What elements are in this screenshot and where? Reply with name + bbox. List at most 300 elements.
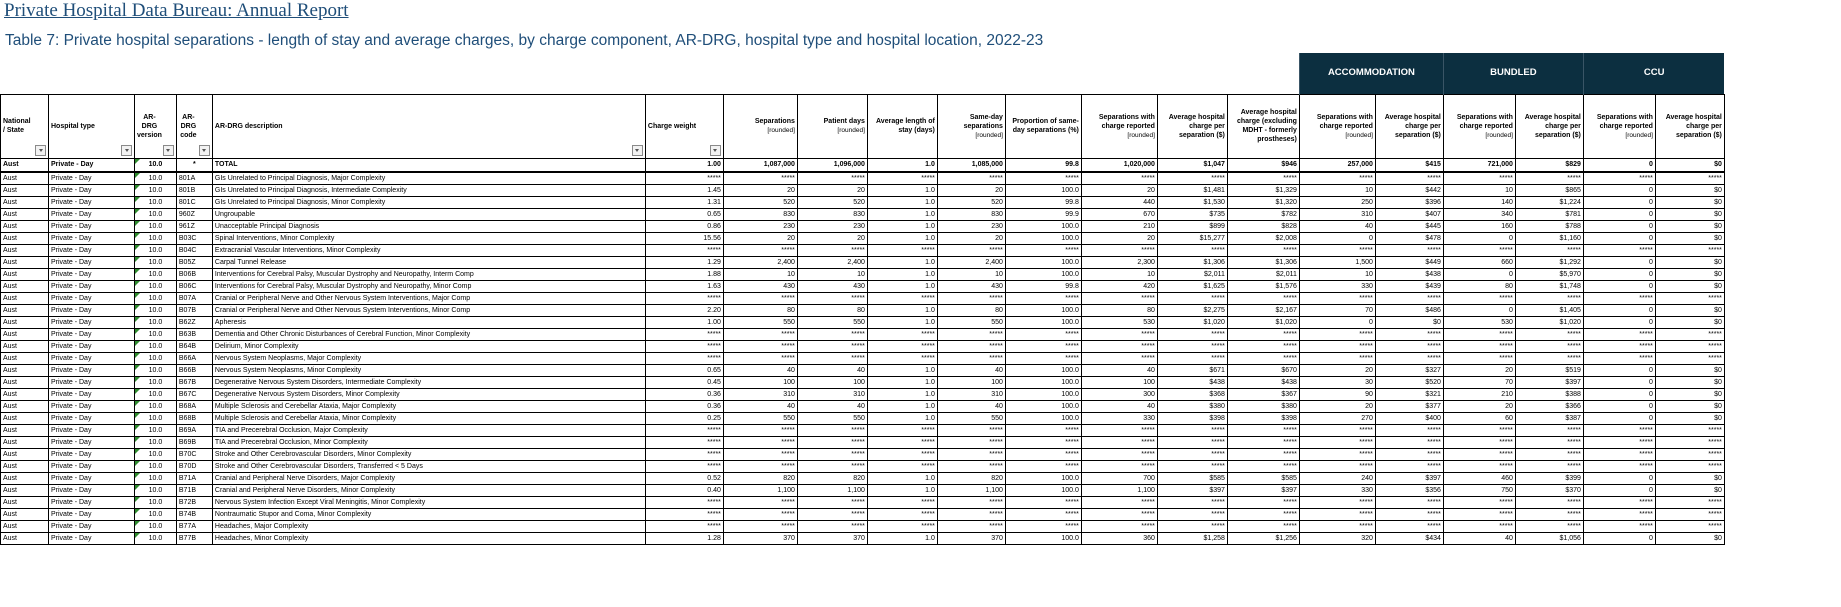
table-cell[interactable]: $1,047 <box>1157 158 1227 172</box>
table-cell[interactable]: 1.29 <box>645 256 723 268</box>
table-cell[interactable]: 10.0 <box>135 352 177 364</box>
table-cell[interactable]: ***** <box>1515 424 1583 436</box>
table-cell[interactable]: ***** <box>1443 352 1515 364</box>
table-cell[interactable]: 820 <box>797 472 867 484</box>
table-cell[interactable]: Private - Day <box>49 208 135 220</box>
table-cell[interactable]: 40 <box>1299 220 1375 232</box>
table-cell[interactable]: Degenerative Nervous System Disorders, Minor Complexity <box>212 388 645 400</box>
table-cell[interactable]: B67C <box>176 388 212 400</box>
table-cell[interactable]: 830 <box>723 208 797 220</box>
table-cell[interactable]: 0 <box>1443 232 1515 244</box>
table-cell[interactable]: 10.0 <box>135 520 177 532</box>
table-cell[interactable]: $398 <box>1157 412 1227 424</box>
table-cell[interactable]: ***** <box>867 448 937 460</box>
table-cell[interactable]: ***** <box>1299 352 1375 364</box>
table-cell[interactable]: 460 <box>1443 472 1515 484</box>
table-cell[interactable]: B71A <box>176 472 212 484</box>
table-cell[interactable]: 0.36 <box>645 400 723 412</box>
table-cell[interactable]: 160 <box>1443 220 1515 232</box>
table-cell[interactable]: ***** <box>1081 340 1157 352</box>
table-cell[interactable]: ***** <box>1515 352 1583 364</box>
table-cell[interactable]: 801B <box>176 184 212 196</box>
table-cell[interactable]: 430 <box>937 280 1005 292</box>
table-cell[interactable]: 100 <box>937 376 1005 388</box>
table-cell[interactable]: Multiple Sclerosis and Cerebellar Ataxia, Minor Complexity <box>212 412 645 424</box>
table-cell[interactable]: 2,400 <box>797 256 867 268</box>
table-cell[interactable]: ***** <box>1005 520 1081 532</box>
table-cell[interactable]: $0 <box>1655 280 1724 292</box>
table-cell[interactable]: ***** <box>1583 244 1655 256</box>
table-cell[interactable]: $782 <box>1227 208 1299 220</box>
table-cell[interactable]: Aust <box>1 292 49 304</box>
table-cell[interactable]: GIs Unrelated to Principal Diagnosis, Minor Complexity <box>212 196 645 208</box>
table-cell[interactable]: B74B <box>176 508 212 520</box>
table-cell[interactable]: 60 <box>1443 412 1515 424</box>
table-cell[interactable]: Aust <box>1 532 49 544</box>
table-cell[interactable]: 530 <box>1443 316 1515 328</box>
column-header[interactable] <box>212 94 645 158</box>
table-cell[interactable]: 100.0 <box>1005 184 1081 196</box>
table-cell[interactable]: ***** <box>867 460 937 472</box>
table-cell[interactable]: 100 <box>797 376 867 388</box>
table-cell[interactable]: $1,576 <box>1227 280 1299 292</box>
table-cell[interactable]: ***** <box>1227 340 1299 352</box>
table-cell[interactable]: 10 <box>937 268 1005 280</box>
table-cell[interactable]: 10.0 <box>135 448 177 460</box>
table-cell[interactable]: $377 <box>1375 400 1443 412</box>
table-cell[interactable]: 10.0 <box>135 208 177 220</box>
table-cell[interactable]: 40 <box>797 400 867 412</box>
table-cell[interactable]: 210 <box>1443 388 1515 400</box>
table-cell[interactable]: Private - Day <box>49 400 135 412</box>
table-cell[interactable]: $1,224 <box>1515 196 1583 208</box>
table-cell[interactable]: ***** <box>645 508 723 520</box>
table-cell[interactable]: ***** <box>1655 520 1724 532</box>
table-cell[interactable]: Private - Day <box>49 328 135 340</box>
table-cell[interactable]: ***** <box>1081 496 1157 508</box>
table-cell[interactable]: ***** <box>1443 460 1515 472</box>
table-cell[interactable]: 100.0 <box>1005 220 1081 232</box>
filter-dropdown-icon[interactable] <box>35 145 46 156</box>
table-cell[interactable]: TIA and Precerebral Occlusion, Minor Complexity <box>212 436 645 448</box>
table-cell[interactable]: $439 <box>1375 280 1443 292</box>
table-cell[interactable]: $0 <box>1655 208 1724 220</box>
table-cell[interactable]: ***** <box>1157 424 1227 436</box>
table-cell[interactable]: $356 <box>1375 484 1443 496</box>
filter-dropdown-icon[interactable] <box>121 145 132 156</box>
table-cell[interactable]: Aust <box>1 460 49 472</box>
table-cell[interactable]: $397 <box>1227 484 1299 496</box>
table-cell[interactable]: Cranial and Peripheral Nerve Disorders, Minor Complexity <box>212 484 645 496</box>
filter-dropdown-icon[interactable] <box>632 145 643 156</box>
table-cell[interactable]: ***** <box>1005 340 1081 352</box>
table-cell[interactable]: ***** <box>1157 352 1227 364</box>
table-cell[interactable]: ***** <box>1227 508 1299 520</box>
table-cell[interactable]: 10.0 <box>135 280 177 292</box>
table-cell[interactable]: B62Z <box>176 316 212 328</box>
table-cell[interactable]: $1,320 <box>1227 196 1299 208</box>
table-cell[interactable]: ***** <box>1005 508 1081 520</box>
table-cell[interactable]: ***** <box>1157 436 1227 448</box>
table-cell[interactable]: $1,256 <box>1227 532 1299 544</box>
table-cell[interactable]: 700 <box>1081 472 1157 484</box>
table-cell[interactable]: 0 <box>1583 280 1655 292</box>
table-cell[interactable]: 0.40 <box>645 484 723 496</box>
table-cell[interactable]: Private - Day <box>49 172 135 185</box>
table-cell[interactable]: 100.0 <box>1005 412 1081 424</box>
table-cell[interactable]: ***** <box>1583 508 1655 520</box>
table-cell[interactable]: B06B <box>176 268 212 280</box>
table-cell[interactable]: ***** <box>1081 352 1157 364</box>
table-cell[interactable]: $0 <box>1655 304 1724 316</box>
table-cell[interactable]: ***** <box>1443 172 1515 185</box>
table-cell[interactable]: ***** <box>1443 436 1515 448</box>
table-cell[interactable]: ***** <box>867 508 937 520</box>
table-cell[interactable]: B66A <box>176 352 212 364</box>
table-cell[interactable]: Dementia and Other Chronic Disturbances of Cerebral Function, Minor Complexity <box>212 328 645 340</box>
table-cell[interactable]: $1,020 <box>1227 316 1299 328</box>
table-cell[interactable]: B77A <box>176 520 212 532</box>
table-cell[interactable]: $321 <box>1375 388 1443 400</box>
table-cell[interactable]: B70D <box>176 460 212 472</box>
table-cell[interactable]: 30 <box>1299 376 1375 388</box>
table-cell[interactable]: 0 <box>1583 364 1655 376</box>
table-cell[interactable]: 360 <box>1081 532 1157 544</box>
table-cell[interactable]: Private - Day <box>49 388 135 400</box>
table-cell[interactable]: Aust <box>1 388 49 400</box>
table-cell[interactable]: B04C <box>176 244 212 256</box>
table-cell[interactable]: 2,300 <box>1081 256 1157 268</box>
table-cell[interactable]: 15.56 <box>645 232 723 244</box>
table-cell[interactable]: $829 <box>1515 158 1583 172</box>
table-cell[interactable]: 0 <box>1583 256 1655 268</box>
table-cell[interactable]: ***** <box>1583 328 1655 340</box>
table-cell[interactable]: ***** <box>797 436 867 448</box>
table-cell[interactable]: $1,481 <box>1157 184 1227 196</box>
table-cell[interactable]: 0 <box>1583 208 1655 220</box>
table-cell[interactable]: ***** <box>1005 328 1081 340</box>
table-cell[interactable]: ***** <box>723 508 797 520</box>
table-cell[interactable]: ***** <box>1443 448 1515 460</box>
table-cell[interactable]: 100.0 <box>1005 268 1081 280</box>
table-cell[interactable]: 0 <box>1583 232 1655 244</box>
table-cell[interactable]: 99.9 <box>1005 208 1081 220</box>
table-cell[interactable]: $478 <box>1375 232 1443 244</box>
table-cell[interactable]: Private - Day <box>49 472 135 484</box>
table-cell[interactable]: $0 <box>1655 388 1724 400</box>
table-cell[interactable]: 100.0 <box>1005 388 1081 400</box>
table-cell[interactable]: ***** <box>1299 520 1375 532</box>
table-cell[interactable]: Cranial and Peripheral Nerve Disorders, Major Complexity <box>212 472 645 484</box>
table-cell[interactable]: ***** <box>1157 340 1227 352</box>
table-cell[interactable]: Extracranial Vascular Interventions, Minor Complexity <box>212 244 645 256</box>
table-cell[interactable]: ***** <box>1515 172 1583 185</box>
table-cell[interactable]: TIA and Precerebral Occlusion, Major Complexity <box>212 424 645 436</box>
table-cell[interactable]: Private - Day <box>49 268 135 280</box>
table-cell[interactable]: $366 <box>1515 400 1583 412</box>
table-cell[interactable]: Private - Day <box>49 304 135 316</box>
table-cell[interactable]: 10 <box>1299 268 1375 280</box>
table-cell[interactable]: 0 <box>1583 376 1655 388</box>
table-cell[interactable]: ***** <box>1375 496 1443 508</box>
table-cell[interactable]: $1,020 <box>1515 316 1583 328</box>
table-cell[interactable]: 10.0 <box>135 388 177 400</box>
table-cell[interactable]: ***** <box>1515 340 1583 352</box>
table-cell[interactable]: 20 <box>797 232 867 244</box>
table-cell[interactable]: 550 <box>723 316 797 328</box>
table-cell[interactable]: Aust <box>1 508 49 520</box>
table-cell[interactable]: 1.0 <box>867 158 937 172</box>
table-cell[interactable]: $0 <box>1655 532 1724 544</box>
table-cell[interactable]: Private - Day <box>49 364 135 376</box>
table-cell[interactable]: 40 <box>797 364 867 376</box>
table-cell[interactable]: $1,306 <box>1157 256 1227 268</box>
table-cell[interactable]: Private - Day <box>49 520 135 532</box>
table-cell[interactable]: 0 <box>1583 196 1655 208</box>
table-cell[interactable]: 40 <box>937 364 1005 376</box>
table-cell[interactable]: $1,748 <box>1515 280 1583 292</box>
table-cell[interactable]: 100.0 <box>1005 256 1081 268</box>
table-cell[interactable]: ***** <box>1081 292 1157 304</box>
table-cell[interactable]: ***** <box>645 496 723 508</box>
table-cell[interactable]: ***** <box>1375 424 1443 436</box>
table-cell[interactable]: 140 <box>1443 196 1515 208</box>
table-cell[interactable]: $788 <box>1515 220 1583 232</box>
table-cell[interactable]: $407 <box>1375 208 1443 220</box>
table-cell[interactable]: Nontraumatic Stupor and Coma, Minor Complexity <box>212 508 645 520</box>
table-cell[interactable]: ***** <box>1081 520 1157 532</box>
table-cell[interactable]: 1.0 <box>867 196 937 208</box>
table-cell[interactable]: 0 <box>1299 232 1375 244</box>
column-header[interactable] <box>176 94 212 158</box>
table-cell[interactable]: ***** <box>723 172 797 185</box>
table-cell[interactable]: 100.0 <box>1005 364 1081 376</box>
table-cell[interactable]: $399 <box>1515 472 1583 484</box>
table-cell[interactable]: 370 <box>797 532 867 544</box>
table-cell[interactable]: Headaches, Minor Complexity <box>212 532 645 544</box>
table-cell[interactable]: Aust <box>1 472 49 484</box>
table-cell[interactable]: ***** <box>1375 520 1443 532</box>
table-cell[interactable]: Delirium, Minor Complexity <box>212 340 645 352</box>
table-cell[interactable]: $398 <box>1227 412 1299 424</box>
table-cell[interactable]: 310 <box>937 388 1005 400</box>
table-cell[interactable]: Carpal Tunnel Release <box>212 256 645 268</box>
table-cell[interactable]: 1.0 <box>867 256 937 268</box>
table-cell[interactable]: 320 <box>1299 532 1375 544</box>
table-cell[interactable]: 330 <box>1299 484 1375 496</box>
table-cell[interactable]: Private - Day <box>49 196 135 208</box>
table-cell[interactable]: 99.8 <box>1005 280 1081 292</box>
table-cell[interactable]: $670 <box>1227 364 1299 376</box>
table-cell[interactable]: ***** <box>1299 340 1375 352</box>
column-header[interactable] <box>135 94 177 158</box>
table-cell[interactable]: 20 <box>1081 184 1157 196</box>
table-cell[interactable]: Stroke and Other Cerebrovascular Disorders, Transferred < 5 Days <box>212 460 645 472</box>
table-cell[interactable]: Aust <box>1 220 49 232</box>
table-cell[interactable]: 10.0 <box>135 158 177 172</box>
table-cell[interactable]: 20 <box>1081 232 1157 244</box>
table-cell[interactable]: 0 <box>1583 388 1655 400</box>
table-cell[interactable]: Aust <box>1 208 49 220</box>
table-cell[interactable]: Degenerative Nervous System Disorders, Intermediate Complexity <box>212 376 645 388</box>
table-cell[interactable]: ***** <box>1655 328 1724 340</box>
table-cell[interactable]: ***** <box>1655 244 1724 256</box>
table-cell[interactable]: 1.0 <box>867 220 937 232</box>
table-cell[interactable]: $0 <box>1655 364 1724 376</box>
table-cell[interactable]: 40 <box>1081 400 1157 412</box>
table-cell[interactable]: Private - Day <box>49 220 135 232</box>
table-cell[interactable]: ***** <box>1375 292 1443 304</box>
table-cell[interactable]: ***** <box>797 352 867 364</box>
table-cell[interactable]: 550 <box>937 412 1005 424</box>
table-cell[interactable]: ***** <box>1299 460 1375 472</box>
table-cell[interactable]: $671 <box>1157 364 1227 376</box>
table-cell[interactable]: 40 <box>723 400 797 412</box>
table-cell[interactable]: Aust <box>1 232 49 244</box>
table-cell[interactable]: $865 <box>1515 184 1583 196</box>
table-cell[interactable]: 0 <box>1583 532 1655 544</box>
table-cell[interactable]: 310 <box>1299 208 1375 220</box>
table-cell[interactable]: ***** <box>1583 172 1655 185</box>
filter-dropdown-icon[interactable] <box>710 145 721 156</box>
table-cell[interactable]: Aust <box>1 448 49 460</box>
table-cell[interactable]: Aust <box>1 496 49 508</box>
table-cell[interactable]: 1.0 <box>867 472 937 484</box>
table-cell[interactable]: ***** <box>1655 508 1724 520</box>
table-cell[interactable]: ***** <box>645 520 723 532</box>
table-cell[interactable]: 520 <box>797 196 867 208</box>
table-cell[interactable]: Aust <box>1 256 49 268</box>
table-cell[interactable]: 0 <box>1583 184 1655 196</box>
table-cell[interactable]: $380 <box>1227 400 1299 412</box>
table-cell[interactable]: Private - Day <box>49 280 135 292</box>
table-cell[interactable]: ***** <box>937 508 1005 520</box>
table-cell[interactable]: Aust <box>1 196 49 208</box>
table-cell[interactable]: $899 <box>1157 220 1227 232</box>
table-cell[interactable]: 20 <box>937 232 1005 244</box>
table-cell[interactable]: $486 <box>1375 304 1443 316</box>
table-cell[interactable]: ***** <box>645 328 723 340</box>
table-cell[interactable]: ***** <box>723 436 797 448</box>
table-cell[interactable]: ***** <box>1081 328 1157 340</box>
table-cell[interactable]: ***** <box>1655 448 1724 460</box>
table-cell[interactable]: Cranial or Peripheral Nerve and Other Nervous System Interventions, Minor Comp <box>212 304 645 316</box>
table-cell[interactable]: 70 <box>1299 304 1375 316</box>
table-cell[interactable]: ***** <box>1227 172 1299 185</box>
table-cell[interactable]: ***** <box>1655 352 1724 364</box>
table-cell[interactable]: $1,292 <box>1515 256 1583 268</box>
table-cell[interactable]: ***** <box>867 424 937 436</box>
table-cell[interactable]: $585 <box>1227 472 1299 484</box>
table-cell[interactable]: $520 <box>1375 376 1443 388</box>
table-cell[interactable]: B77B <box>176 532 212 544</box>
table-cell[interactable]: ***** <box>1583 496 1655 508</box>
table-cell[interactable]: ***** <box>1443 340 1515 352</box>
table-cell[interactable]: ***** <box>1157 292 1227 304</box>
table-cell[interactable]: 0 <box>1583 316 1655 328</box>
table-cell[interactable]: $1,625 <box>1157 280 1227 292</box>
table-cell[interactable]: 0.86 <box>645 220 723 232</box>
filter-dropdown-icon[interactable] <box>199 145 210 156</box>
table-cell[interactable]: Private - Day <box>49 496 135 508</box>
table-cell[interactable]: $0 <box>1655 484 1724 496</box>
table-cell[interactable]: 1.0 <box>867 316 937 328</box>
table-cell[interactable]: ***** <box>937 460 1005 472</box>
table-cell[interactable]: $0 <box>1655 316 1724 328</box>
table-cell[interactable]: 10 <box>1443 184 1515 196</box>
table-cell[interactable]: Private - Day <box>49 232 135 244</box>
table-cell[interactable]: Nervous System Neoplasms, Minor Complexity <box>212 364 645 376</box>
table-cell[interactable]: ***** <box>1375 508 1443 520</box>
table-cell[interactable]: ***** <box>797 244 867 256</box>
table-cell[interactable]: 100 <box>723 376 797 388</box>
table-cell[interactable]: 340 <box>1443 208 1515 220</box>
table-cell[interactable]: 960Z <box>176 208 212 220</box>
table-cell[interactable]: 830 <box>797 208 867 220</box>
table-cell[interactable]: 1.28 <box>645 532 723 544</box>
table-cell[interactable]: 660 <box>1443 256 1515 268</box>
table-cell[interactable]: 0 <box>1583 400 1655 412</box>
table-cell[interactable]: ***** <box>1515 244 1583 256</box>
table-cell[interactable]: ***** <box>1583 520 1655 532</box>
table-cell[interactable]: 10.0 <box>135 364 177 376</box>
table-cell[interactable]: 0 <box>1443 304 1515 316</box>
table-cell[interactable]: ***** <box>937 424 1005 436</box>
table-cell[interactable]: Aust <box>1 484 49 496</box>
table-cell[interactable]: ***** <box>1227 520 1299 532</box>
table-cell[interactable]: 10.0 <box>135 172 177 185</box>
table-cell[interactable]: ***** <box>1375 352 1443 364</box>
table-cell[interactable]: $397 <box>1515 376 1583 388</box>
table-cell[interactable]: Private - Day <box>49 424 135 436</box>
table-cell[interactable]: $2,011 <box>1227 268 1299 280</box>
table-cell[interactable]: Interventions for Cerebral Palsy, Muscular Dystrophy and Neuropathy, Interm Comp <box>212 268 645 280</box>
table-cell[interactable]: $735 <box>1157 208 1227 220</box>
table-cell[interactable]: 830 <box>937 208 1005 220</box>
table-cell[interactable]: 10 <box>1299 184 1375 196</box>
table-cell[interactable]: 961Z <box>176 220 212 232</box>
table-cell[interactable]: B64B <box>176 340 212 352</box>
table-cell[interactable]: ***** <box>1583 448 1655 460</box>
table-cell[interactable]: 80 <box>937 304 1005 316</box>
table-cell[interactable]: ***** <box>1515 496 1583 508</box>
table-cell[interactable]: 1,087,000 <box>723 158 797 172</box>
table-cell[interactable]: 100.0 <box>1005 304 1081 316</box>
table-cell[interactable]: 10.0 <box>135 412 177 424</box>
table-cell[interactable]: ***** <box>1299 244 1375 256</box>
table-cell[interactable]: $449 <box>1375 256 1443 268</box>
table-cell[interactable]: ***** <box>723 424 797 436</box>
table-cell[interactable]: ***** <box>1443 292 1515 304</box>
column-header[interactable] <box>1 94 49 158</box>
table-cell[interactable]: ***** <box>1081 460 1157 472</box>
table-cell[interactable]: 330 <box>1299 280 1375 292</box>
table-cell[interactable]: ***** <box>867 340 937 352</box>
table-cell[interactable]: 0 <box>1299 316 1375 328</box>
table-cell[interactable]: 10.0 <box>135 484 177 496</box>
table-cell[interactable]: 270 <box>1299 412 1375 424</box>
table-cell[interactable]: 430 <box>797 280 867 292</box>
table-cell[interactable]: $397 <box>1157 484 1227 496</box>
table-cell[interactable]: ***** <box>937 520 1005 532</box>
table-cell[interactable]: ***** <box>1005 436 1081 448</box>
table-cell[interactable]: ***** <box>1443 508 1515 520</box>
table-cell[interactable]: 10.0 <box>135 328 177 340</box>
table-cell[interactable]: ***** <box>797 424 867 436</box>
table-cell[interactable]: 0.25 <box>645 412 723 424</box>
table-cell[interactable]: $1,405 <box>1515 304 1583 316</box>
table-cell[interactable]: 330 <box>1081 412 1157 424</box>
